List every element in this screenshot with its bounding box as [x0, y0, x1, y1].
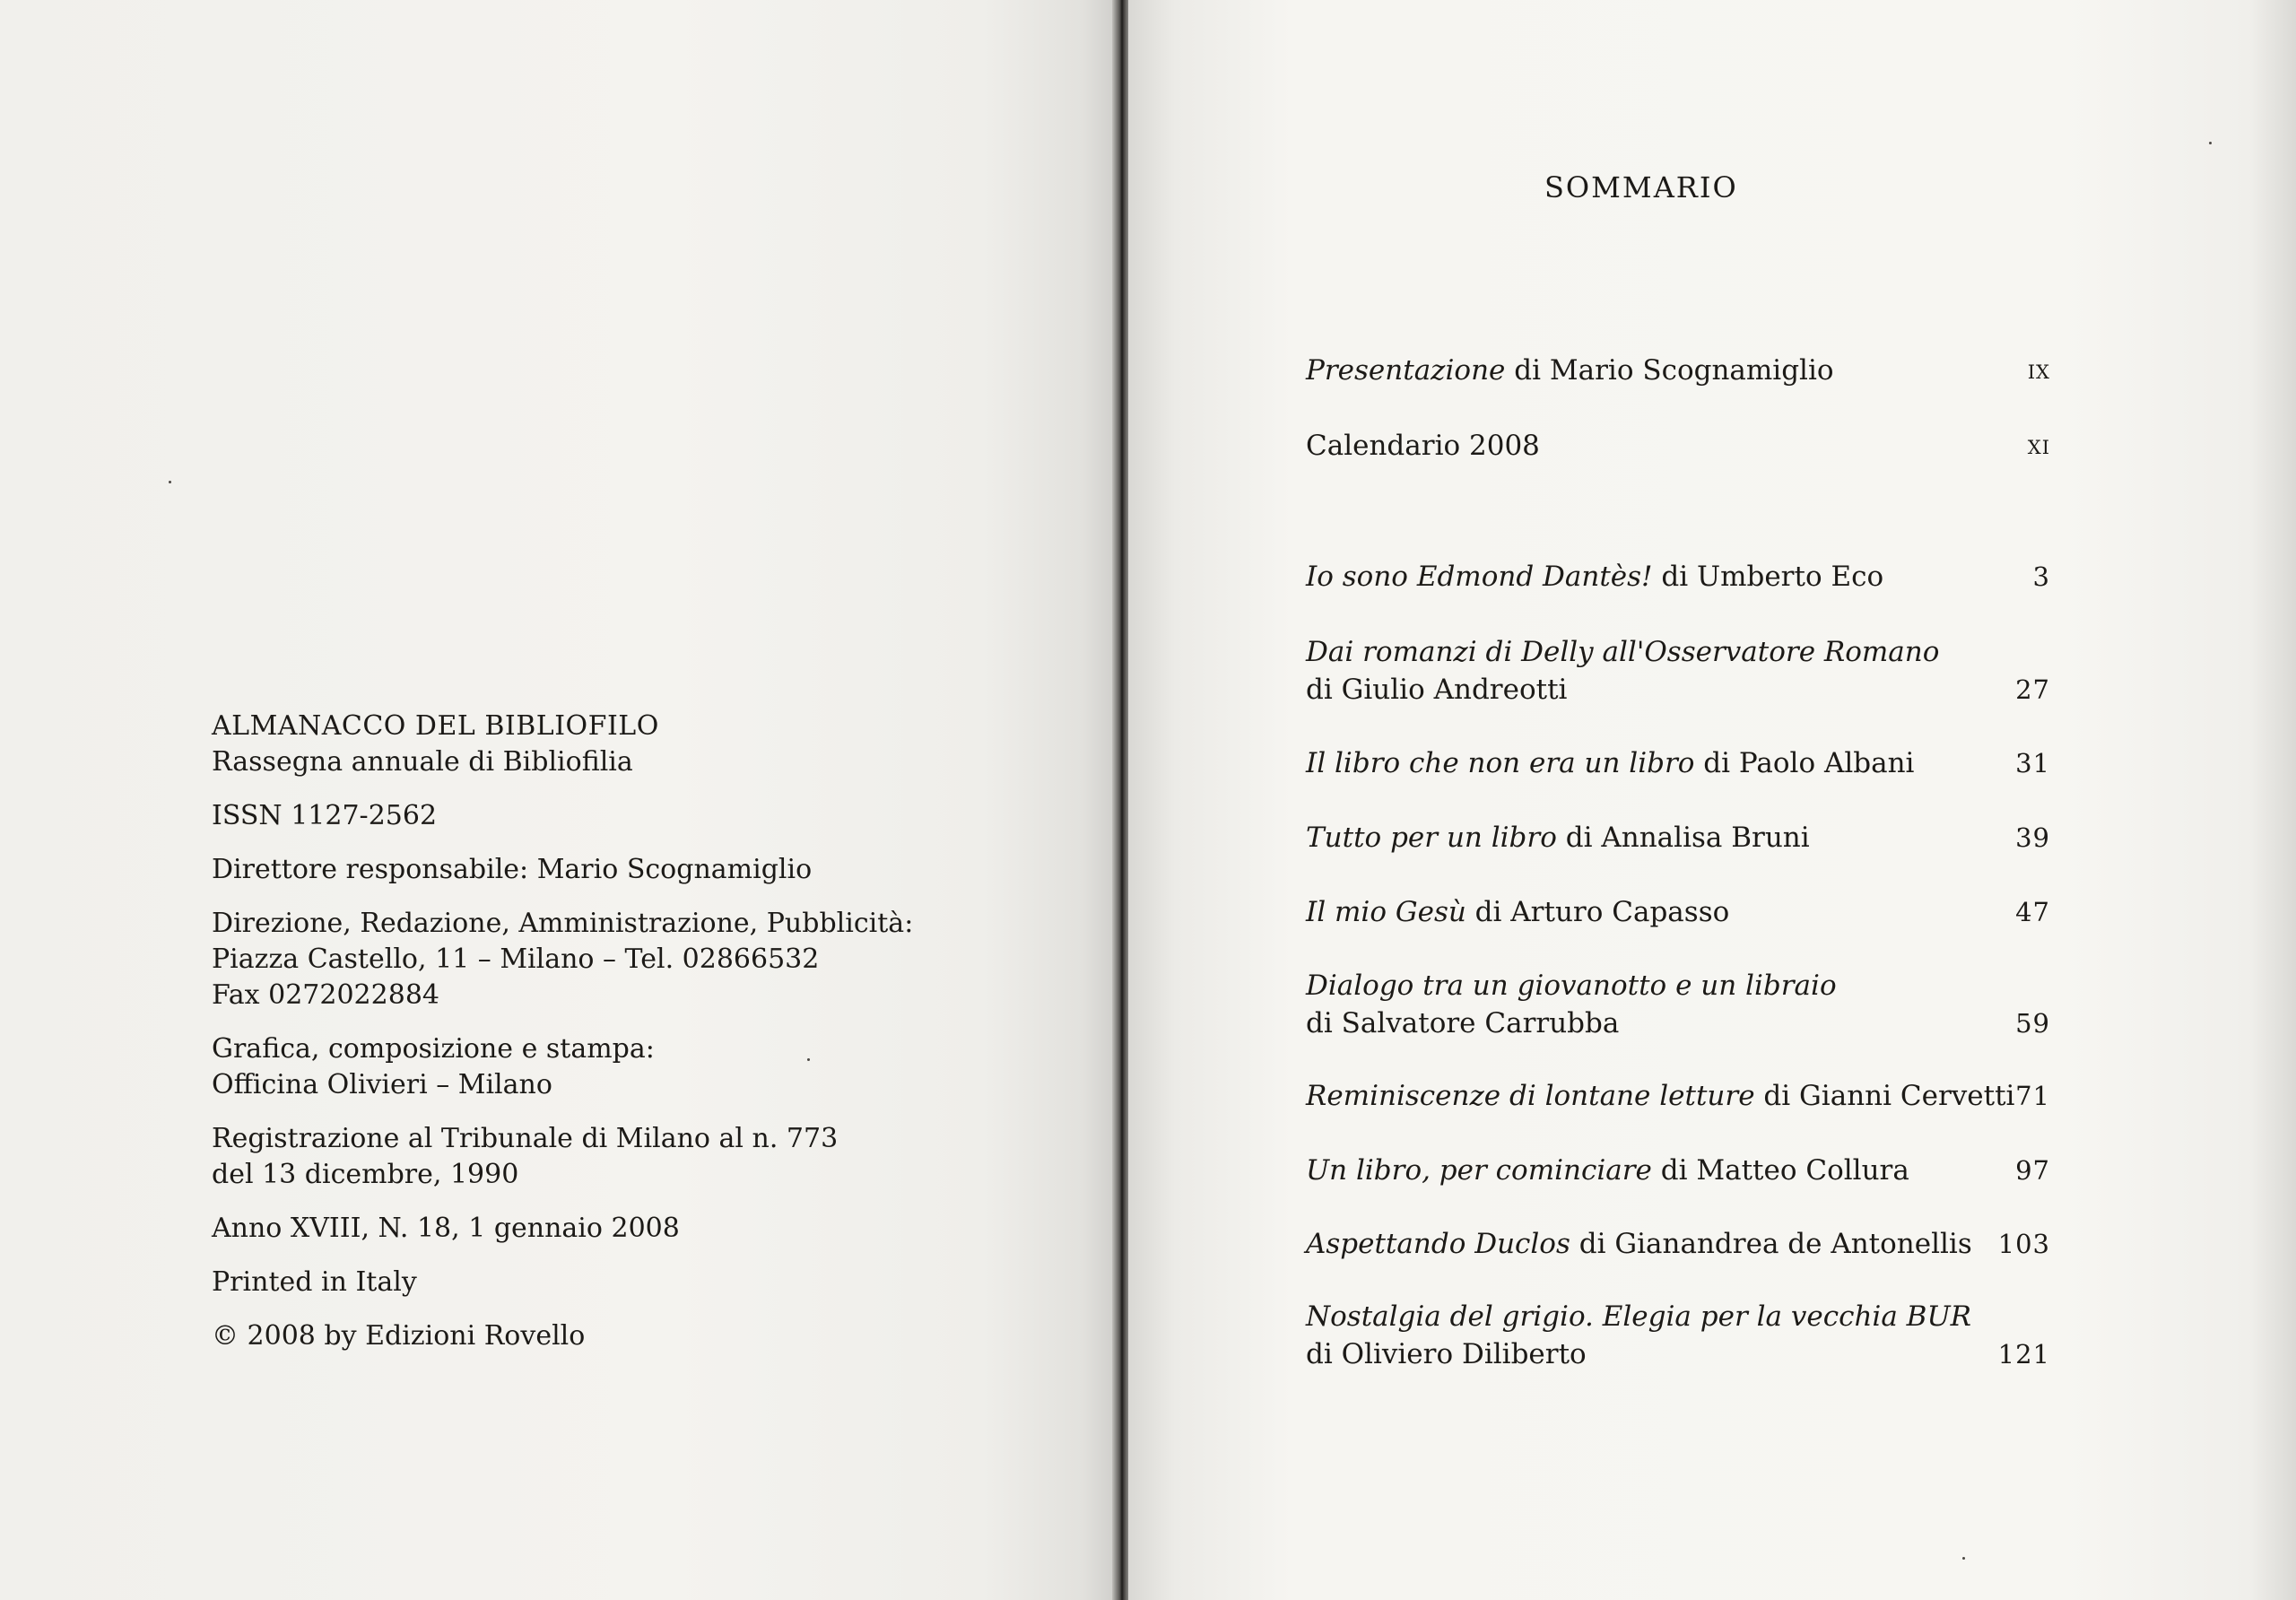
imprint-title: ALMANACCO DEL BIBLIOFILO	[212, 710, 659, 742]
toc-entry-title: Dialogo tra un giovanotto e un libraio	[1306, 970, 1837, 1002]
toc-entry-author: di Paolo Albani	[1694, 747, 1915, 779]
toc-page-number: 71	[2015, 1081, 2050, 1111]
toc-page-number: 59	[2015, 1008, 2050, 1039]
toc-entry-author: di Gianandrea de Antonellis	[1570, 1228, 1972, 1260]
toc-entry-author: di Matteo Collura	[1651, 1154, 1909, 1187]
imprint-address-line: Fax 0272022884	[212, 979, 439, 1011]
toc-page-number: 39	[2015, 822, 2050, 853]
toc-entry-title: Presentazione	[1306, 354, 1506, 387]
toc-entry-title: Dai romanzi di Delly all'Osservatore Romano	[1306, 636, 1940, 668]
toc-entry-title: Nostalgia del grigio. Elegia per la vecchia BUR	[1306, 1300, 1971, 1333]
imprint-copyright: © 2008 by Edizioni Rovello	[212, 1320, 586, 1352]
imprint-address-line: Piazza Castello, 11 – Milano – Tel. 02866532	[212, 943, 820, 975]
toc-page-number: 97	[2015, 1155, 2050, 1186]
toc-entry-author: di Giulio Andreotti	[1306, 674, 1568, 706]
imprint-issn: ISSN 1127-2562	[212, 800, 438, 831]
toc-entry-title: Io sono Edmond Dantès!	[1306, 561, 1653, 593]
toc-heading: SOMMARIO	[1544, 170, 1738, 204]
toc-entry	[1306, 1225, 2050, 1263]
toc-entry-title: Tutto per un libro	[1306, 822, 1557, 854]
toc-page-number: 31	[2015, 748, 2050, 778]
imprint-printing-line: Officina Olivieri – Milano	[212, 1069, 552, 1100]
paper-speck	[1962, 1557, 1965, 1560]
imprint-director: Direttore responsabile: Mario Scognamiglio	[212, 854, 813, 885]
toc-page-number: xi	[2027, 430, 2050, 461]
toc-entry	[1306, 893, 2050, 931]
toc-entry	[1306, 1152, 2050, 1189]
toc-page-number: 47	[2015, 897, 2050, 927]
toc-entry-author: di Salvatore Carrubba	[1306, 1007, 1620, 1039]
toc-entry-author: di Oliviero Diliberto	[1306, 1338, 1587, 1370]
toc-entry-title: Il libro che non era un libro	[1306, 747, 1695, 779]
toc-page-number: 103	[1997, 1229, 2050, 1259]
toc-page-number: 3	[2032, 561, 2050, 592]
toc-entry	[1306, 1077, 2050, 1115]
toc-entry	[1306, 558, 2050, 596]
imprint-registration-line: Registrazione al Tribunale di Milano al n. 773	[212, 1123, 839, 1154]
toc-entry-title: Calendario 2008	[1306, 430, 1540, 462]
paper-speck	[2209, 142, 2212, 144]
imprint-issue: Anno XVIII, N. 18, 1 gennaio 2008	[212, 1213, 680, 1244]
toc-entry-title: Aspettando Duclos	[1306, 1228, 1570, 1260]
toc-entry-author: di Umberto Eco	[1652, 561, 1884, 593]
imprint-address-line: Direzione, Redazione, Amministrazione, Pubblicità:	[212, 908, 914, 939]
toc-entry	[1306, 967, 2050, 1042]
imprint-printing-line: Grafica, composizione e stampa:	[212, 1033, 655, 1065]
toc-page-number: ix	[2027, 354, 2050, 386]
toc-entry	[1306, 819, 2050, 857]
toc-entry-title: Reminiscenze di lontane letture	[1306, 1080, 1755, 1112]
imprint-registration-line: del 13 dicembre, 1990	[212, 1159, 519, 1190]
imprint-block	[212, 709, 947, 1372]
imprint-printed: Printed in Italy	[212, 1266, 417, 1298]
toc-entry-author: di Mario Scognamiglio	[1505, 354, 1834, 387]
toc-entry-author: di Arturo Capasso	[1465, 896, 1730, 928]
toc-entry-title: Il mio Gesù	[1306, 896, 1466, 928]
toc-entry	[1306, 1298, 2050, 1373]
toc-entry-title: Un libro, per cominciare	[1306, 1154, 1652, 1187]
toc-page-number: 27	[2015, 674, 2050, 705]
toc-entry-author: di Annalisa Bruni	[1556, 822, 1810, 854]
imprint-subtitle: Rassegna annuale di Bibliofilia	[212, 746, 633, 778]
paper-speck	[169, 481, 171, 483]
toc-entry	[1306, 744, 2050, 782]
toc-page-number: 121	[1997, 1339, 2050, 1370]
toc-entry-author: di Gianni Cervetti	[1754, 1080, 2015, 1112]
toc-entry	[1306, 352, 2050, 389]
toc-entry	[1306, 633, 2050, 709]
toc-entry	[1306, 427, 2050, 465]
left-page	[0, 0, 1117, 1600]
paper-speck	[807, 1058, 810, 1061]
